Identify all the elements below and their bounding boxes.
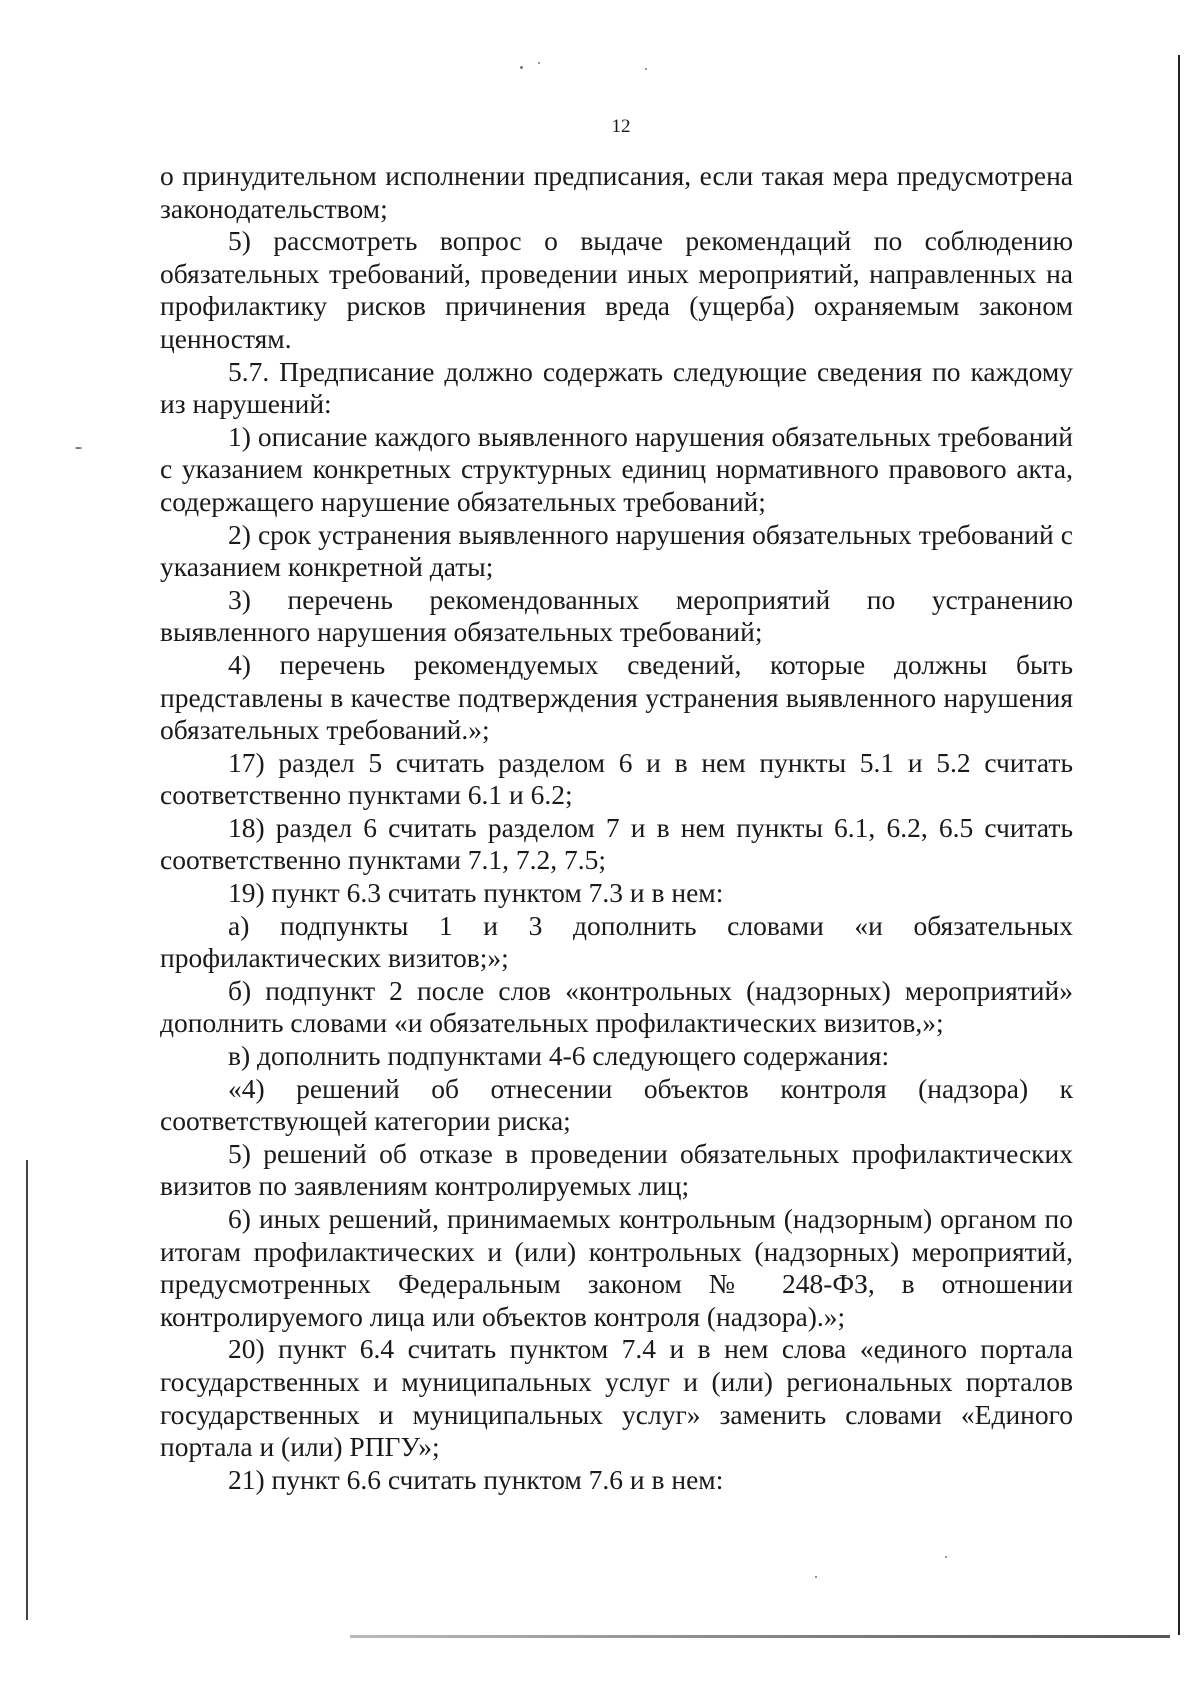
paragraph: 1) описание каждого выявленного нарушения обязательных требований с указанием конкретных структурных единиц нормативного правового акта, содержащего нарушение обязательных требований; <box>160 420 1073 517</box>
paragraph: 20) пункт 6.4 считать пунктом 7.4 и в нем слова «единого портала государственных и муниципальных услуг и (или) региональных порталов государственных и муниципальных услуг» заменить словами «Единого портала и (или) РПГУ»; <box>160 1333 1073 1463</box>
scan-edge-right <box>1178 55 1180 1635</box>
paragraph: а) подпункты 1 и 3 дополнить словами «и обязательных профилактических визитов;»; <box>160 909 1073 974</box>
paragraph: 6) иных решений, принимаемых контрольным (надзорным) органом по итогам профилактических и (или) контрольных (надзорных) мероприятий, предусмотренных Федеральным законом № 248-ФЗ, в отношении контролируемого лица или объектов контроля (надзора).»; <box>160 1203 1073 1332</box>
scan-edge-left <box>26 1160 28 1620</box>
page-number: 12 <box>611 116 631 137</box>
paragraph: 21) пункт 6.6 считать пунктом 7.6 и в нем: <box>228 1463 724 1495</box>
paragraph: 19) пункт 6.3 считать пунктом 7.3 и в нем: <box>228 877 724 909</box>
paragraph: «4) решений об отнесении объектов контроля (надзора) к соответствующей категории риска; <box>160 1072 1073 1137</box>
paragraph: 4) перечень рекомендуемых сведений, которые должны быть представлены в качестве подтверждения устранения выявленного нарушения обязательных требований.»; <box>160 648 1073 746</box>
paragraph: в) дополнить подпунктами 4-6 следующего содержания: <box>228 1040 890 1072</box>
document-body <box>160 160 1073 1496</box>
paragraph: 5) решений об отказе в проведении обязательных профилактических визитов по заявлениям контролируемых лиц; <box>160 1137 1073 1202</box>
paragraph: 5) рассмотреть вопрос о выдаче рекомендаций по соблюдению обязательных требований, проведении иных мероприятий, направленных на профилактику рисков причинения вреда (ущерба) охраняемым законом ценностям. <box>160 225 1073 354</box>
paragraph: 5.7. Предписание должно содержать следующие сведения по каждому из нарушений: <box>160 355 1073 420</box>
scan-speck <box>645 68 647 70</box>
scan-speck <box>75 447 82 449</box>
paragraph: 2) срок устранения выявленного нарушения обязательных требований с указанием конкретной даты; <box>160 518 1073 583</box>
scan-speck <box>815 1576 817 1578</box>
paragraph: 17) раздел 5 считать разделом 6 и в нем пункты 5.1 и 5.2 считать соответственно пунктами 6.1 и 6.2; <box>160 746 1073 811</box>
paragraph: 3) перечень рекомендованных мероприятий по устранению выявленного нарушения обязательных требований; <box>160 583 1073 648</box>
scan-edge-bottom <box>350 1635 1170 1638</box>
paragraph: о принудительном исполнении предписания, если такая мера предусмотрена законодательством; <box>160 160 1073 224</box>
scan-speck <box>945 1556 947 1558</box>
paragraph: 18) раздел 6 считать разделом 7 и в нем пункты 6.1, 6.2, 6.5 считать соответственно пунктами 7.1, 7.2, 7.5; <box>160 811 1073 876</box>
scan-speck <box>538 62 540 64</box>
paragraph: б) подпункт 2 после слов «контрольных (надзорных) мероприятий» дополнить словами «и обязательных профилактических визитов,»; <box>160 974 1073 1039</box>
scan-speck <box>520 66 523 69</box>
